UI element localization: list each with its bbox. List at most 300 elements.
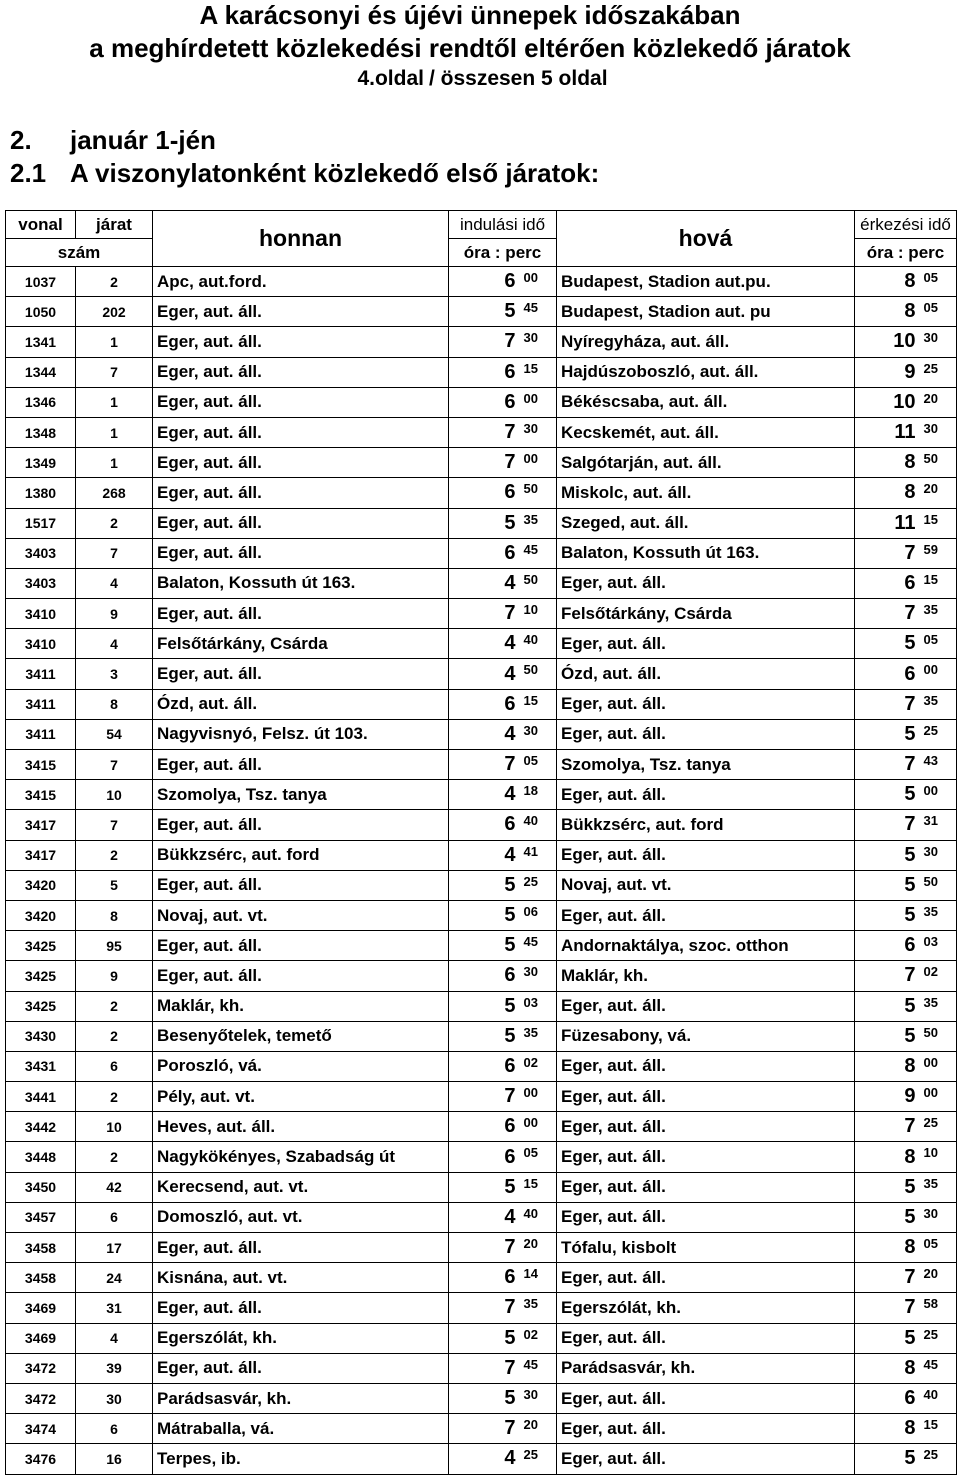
departure-minute: 02 [520,1323,557,1353]
arrival-stop: Salgótarján, aut. áll. [557,448,855,478]
departure-stop: Kisnána, aut. vt. [153,1263,449,1293]
table-row [6,1414,957,1444]
arrival-stop: Eger, aut. áll. [557,1051,855,1081]
table-row [6,870,957,900]
arrival-stop: Eger, aut. áll. [557,1323,855,1353]
arrival-stop: Maklár, kh. [557,961,855,991]
arrival-stop: Felsőtárkány, Csárda [557,599,855,629]
table-row [6,1383,957,1413]
trip-number: 9 [76,961,153,991]
departure-hour: 5 [449,508,520,538]
departure-stop: Balaton, Kossuth út 163. [153,568,449,598]
arrival-stop: Eger, aut. áll. [557,1414,855,1444]
departure-stop: Egerszólát, kh. [153,1323,449,1353]
arrival-stop: Eger, aut. áll. [557,840,855,870]
arrival-hour: 6 [855,659,920,689]
trip-number: 24 [76,1263,153,1293]
trip-number: 54 [76,719,153,749]
header-szam: szám [6,239,153,267]
line-number: 1341 [6,327,76,357]
table-row [6,931,957,961]
table-row [6,1323,957,1353]
arrival-minute: 45 [920,1353,957,1383]
departure-hour: 5 [449,931,520,961]
departure-stop: Apc, aut.ford. [153,267,449,297]
header-ora-perc-indulas: óra : perc [449,239,557,267]
departure-stop: Eger, aut. áll. [153,599,449,629]
line-number: 3458 [6,1233,76,1263]
departure-minute: 35 [520,1293,557,1323]
table-row [6,357,957,387]
departure-stop: Eger, aut. áll. [153,387,449,417]
departure-minute: 35 [520,1021,557,1051]
table-row [6,1233,957,1263]
arrival-stop: Miskolc, aut. áll. [557,478,855,508]
arrival-hour: 5 [855,900,920,930]
arrival-hour: 7 [855,1263,920,1293]
subsection-number: 2.1 [10,158,47,188]
arrival-hour: 8 [855,1051,920,1081]
departure-stop: Szomolya, Tsz. tanya [153,780,449,810]
departure-minute: 50 [520,659,557,689]
arrival-minute: 50 [920,1021,957,1051]
trip-number: 2 [76,991,153,1021]
departure-hour: 6 [449,478,520,508]
line-number: 3403 [6,568,76,598]
departure-hour: 7 [449,1353,520,1383]
trip-number: 17 [76,1233,153,1263]
departure-minute: 20 [520,1233,557,1263]
table-row [6,599,957,629]
arrival-hour: 5 [855,629,920,659]
line-number: 3476 [6,1444,76,1474]
arrival-hour: 6 [855,568,920,598]
departure-hour: 5 [449,1172,520,1202]
line-number: 3430 [6,1021,76,1051]
line-number: 3469 [6,1293,76,1323]
departure-minute: 05 [520,750,557,780]
trip-number: 4 [76,1323,153,1353]
arrival-minute: 10 [920,1142,957,1172]
arrival-hour: 5 [855,1323,920,1353]
arrival-stop: Eger, aut. áll. [557,629,855,659]
trip-number: 16 [76,1444,153,1474]
departure-stop: Nagykökényes, Szabadság út [153,1142,449,1172]
line-number: 3458 [6,1263,76,1293]
departure-minute: 41 [520,840,557,870]
departure-minute: 20 [520,1414,557,1444]
arrival-minute: 05 [920,267,957,297]
arrival-hour: 5 [855,719,920,749]
departure-hour: 5 [449,1021,520,1051]
departure-minute: 02 [520,1051,557,1081]
arrival-minute: 25 [920,719,957,749]
arrival-stop: Eger, aut. áll. [557,991,855,1021]
arrival-stop: Eger, aut. áll. [557,1112,855,1142]
arrival-stop: Andornaktálya, szoc. otthon [557,931,855,961]
line-number: 1517 [6,508,76,538]
departure-hour: 7 [449,417,520,447]
arrival-minute: 30 [920,840,957,870]
departure-hour: 5 [449,870,520,900]
trip-number: 4 [76,568,153,598]
table-row [6,750,957,780]
departure-minute: 18 [520,780,557,810]
arrival-stop: Eger, aut. áll. [557,1172,855,1202]
departure-hour: 5 [449,900,520,930]
table-row [6,1353,957,1383]
departure-minute: 10 [520,599,557,629]
line-number: 3448 [6,1142,76,1172]
arrival-hour: 7 [855,961,920,991]
line-number: 3420 [6,900,76,930]
departure-hour: 6 [449,357,520,387]
departure-hour: 6 [449,538,520,568]
arrival-hour: 5 [855,840,920,870]
arrival-minute: 35 [920,900,957,930]
table-row [6,327,957,357]
arrival-hour: 9 [855,357,920,387]
table-row [6,478,957,508]
arrival-hour: 5 [855,1021,920,1051]
arrival-hour: 7 [855,750,920,780]
arrival-minute: 25 [920,1444,957,1474]
header-ora-perc-erkezes: óra : perc [855,239,957,267]
departure-hour: 6 [449,810,520,840]
section-heading [10,125,216,155]
trip-number: 2 [76,1021,153,1051]
line-number: 3411 [6,719,76,749]
departure-stop: Domoszló, aut. vt. [153,1202,449,1232]
arrival-stop: Eger, aut. áll. [557,1383,855,1413]
header-jarat: járat [76,211,153,239]
trip-number: 2 [76,508,153,538]
line-number: 1348 [6,417,76,447]
section-number: 2. [10,125,32,155]
arrival-stop: Eger, aut. áll. [557,568,855,598]
departure-hour: 5 [449,297,520,327]
arrival-minute: 20 [920,1263,957,1293]
header-vonal: vonal [6,211,76,239]
table-row [6,1082,957,1112]
line-number: 3420 [6,870,76,900]
line-number: 1037 [6,267,76,297]
line-number: 1349 [6,448,76,478]
arrival-minute: 03 [920,931,957,961]
arrival-stop: Parádsasvár, kh. [557,1353,855,1383]
departure-hour: 7 [449,1233,520,1263]
arrival-minute: 35 [920,991,957,1021]
arrival-stop: Hajdúszoboszló, aut. áll. [557,357,855,387]
arrival-stop: Budapest, Stadion aut.pu. [557,267,855,297]
line-number: 3410 [6,599,76,629]
trip-number: 6 [76,1414,153,1444]
arrival-minute: 30 [920,1202,957,1232]
departure-minute: 00 [520,1112,557,1142]
departure-hour: 4 [449,719,520,749]
arrival-stop: Füzesabony, vá. [557,1021,855,1051]
departure-hour: 4 [449,1444,520,1474]
arrival-stop: Eger, aut. áll. [557,1082,855,1112]
departure-stop: Terpes, ib. [153,1444,449,1474]
arrival-minute: 59 [920,538,957,568]
departure-hour: 5 [449,1323,520,1353]
line-number: 3417 [6,810,76,840]
arrival-hour: 7 [855,538,920,568]
table-row [6,810,957,840]
arrival-minute: 05 [920,297,957,327]
line-number: 3472 [6,1383,76,1413]
departure-minute: 00 [520,267,557,297]
departure-hour: 6 [449,1112,520,1142]
arrival-minute: 25 [920,1323,957,1353]
table-row [6,961,957,991]
arrival-hour: 8 [855,1233,920,1263]
departure-stop: Ózd, aut. áll. [153,689,449,719]
line-number: 3442 [6,1112,76,1142]
departure-hour: 6 [449,961,520,991]
table-row [6,448,957,478]
arrival-minute: 58 [920,1293,957,1323]
departure-stop: Bükkzsérc, aut. ford [153,840,449,870]
arrival-hour: 8 [855,297,920,327]
line-number: 3417 [6,840,76,870]
arrival-hour: 8 [855,1414,920,1444]
arrival-hour: 8 [855,267,920,297]
departure-stop: Besenyőtelek, temető [153,1021,449,1051]
departure-hour: 7 [449,1414,520,1444]
line-number: 3425 [6,991,76,1021]
arrival-hour: 7 [855,1293,920,1323]
arrival-minute: 35 [920,1172,957,1202]
departure-hour: 4 [449,1202,520,1232]
departure-stop: Mátraballa, vá. [153,1414,449,1444]
departure-stop: Eger, aut. áll. [153,478,449,508]
arrival-stop: Novaj, aut. vt. [557,870,855,900]
header-indulasi: indulási idő [449,211,557,239]
arrival-stop: Balaton, Kossuth út 163. [557,538,855,568]
trip-number: 8 [76,689,153,719]
trip-number: 2 [76,840,153,870]
table-row [6,1293,957,1323]
table-row [6,417,957,447]
departure-hour: 6 [449,689,520,719]
departure-stop: Eger, aut. áll. [153,931,449,961]
header-honnan: honnan [153,211,449,267]
departure-minute: 45 [520,1353,557,1383]
arrival-stop: Békéscsaba, aut. áll. [557,387,855,417]
trip-number: 7 [76,357,153,387]
table-row [6,568,957,598]
arrival-minute: 43 [920,750,957,780]
departure-stop: Eger, aut. áll. [153,297,449,327]
table-row [6,900,957,930]
trip-number: 7 [76,810,153,840]
table-row [6,1202,957,1232]
arrival-minute: 35 [920,599,957,629]
arrival-minute: 35 [920,689,957,719]
departure-stop: Eger, aut. áll. [153,659,449,689]
header-erkezesi: érkezési idő [855,211,957,239]
departure-hour: 7 [449,599,520,629]
subsection-title: A viszonylatonként közlekedő első járatok: [70,158,600,188]
header-hova: hová [557,211,855,267]
arrival-stop: Egerszólát, kh. [557,1293,855,1323]
table-row [6,1172,957,1202]
arrival-hour: 10 [855,327,920,357]
departure-stop: Eger, aut. áll. [153,1233,449,1263]
arrival-stop: Eger, aut. áll. [557,719,855,749]
departure-stop: Eger, aut. áll. [153,508,449,538]
arrival-hour: 5 [855,870,920,900]
departure-hour: 6 [449,1051,520,1081]
timetable [5,210,957,1475]
arrival-hour: 5 [855,991,920,1021]
departure-stop: Eger, aut. áll. [153,961,449,991]
page-label: 4.oldal [357,67,424,90]
table-row [6,991,957,1021]
departure-hour: 4 [449,659,520,689]
line-number: 3431 [6,1051,76,1081]
departure-minute: 50 [520,478,557,508]
trip-number: 42 [76,1172,153,1202]
trip-number: 10 [76,1112,153,1142]
trip-number: 1 [76,417,153,447]
section-title: január 1-jén [70,125,216,155]
arrival-minute: 20 [920,387,957,417]
trip-number: 8 [76,900,153,930]
table-row [6,719,957,749]
departure-stop: Eger, aut. áll. [153,538,449,568]
line-number: 3410 [6,629,76,659]
departure-minute: 30 [520,719,557,749]
line-number: 3425 [6,961,76,991]
table-row [6,267,957,297]
departure-stop: Eger, aut. áll. [153,870,449,900]
trip-number: 1 [76,387,153,417]
trip-number: 4 [76,629,153,659]
table-row [6,689,957,719]
trip-number: 30 [76,1383,153,1413]
line-number: 3411 [6,689,76,719]
departure-minute: 45 [520,297,557,327]
table-row [6,1051,957,1081]
departure-hour: 7 [449,327,520,357]
arrival-minute: 05 [920,1233,957,1263]
departure-minute: 35 [520,508,557,538]
timetable-body [6,267,957,1475]
departure-hour: 6 [449,387,520,417]
departure-stop: Heves, aut. áll. [153,1112,449,1142]
departure-hour: 7 [449,750,520,780]
line-number: 3415 [6,750,76,780]
arrival-minute: 00 [920,780,957,810]
departure-minute: 05 [520,1142,557,1172]
trip-number: 5 [76,870,153,900]
arrival-stop: Kecskemét, aut. áll. [557,417,855,447]
departure-stop: Pély, aut. vt. [153,1082,449,1112]
trip-number: 3 [76,659,153,689]
table-row [6,1263,957,1293]
departure-stop: Novaj, aut. vt. [153,900,449,930]
table-row [6,659,957,689]
arrival-minute: 05 [920,629,957,659]
departure-minute: 15 [520,1172,557,1202]
table-row [6,1021,957,1051]
departure-minute: 40 [520,810,557,840]
arrival-minute: 20 [920,478,957,508]
arrival-minute: 15 [920,1414,957,1444]
arrival-stop: Eger, aut. áll. [557,689,855,719]
arrival-hour: 5 [855,1172,920,1202]
arrival-minute: 02 [920,961,957,991]
departure-hour: 6 [449,267,520,297]
arrival-hour: 7 [855,689,920,719]
departure-minute: 00 [520,1082,557,1112]
trip-number: 31 [76,1293,153,1323]
arrival-minute: 15 [920,508,957,538]
departure-minute: 40 [520,629,557,659]
trip-number: 1 [76,327,153,357]
arrival-minute: 50 [920,448,957,478]
arrival-minute: 30 [920,327,957,357]
departure-stop: Eger, aut. áll. [153,1293,449,1323]
subsection-heading [10,158,599,188]
table-row [6,629,957,659]
trip-number: 9 [76,599,153,629]
departure-minute: 30 [520,417,557,447]
arrival-stop: Szeged, aut. áll. [557,508,855,538]
arrival-hour: 11 [855,417,920,447]
arrival-hour: 5 [855,1202,920,1232]
trip-number: 7 [76,538,153,568]
departure-hour: 4 [449,780,520,810]
page-indicator [0,66,960,92]
line-number: 1380 [6,478,76,508]
page-total: / összesen 5 oldal [428,67,608,90]
departure-stop: Eger, aut. áll. [153,1353,449,1383]
trip-number: 2 [76,267,153,297]
departure-stop: Maklár, kh. [153,991,449,1021]
line-number: 3457 [6,1202,76,1232]
departure-minute: 06 [520,900,557,930]
arrival-stop: Eger, aut. áll. [557,1444,855,1474]
arrival-minute: 00 [920,1051,957,1081]
arrival-minute: 00 [920,659,957,689]
arrival-stop: Budapest, Stadion aut. pu [557,297,855,327]
departure-hour: 6 [449,1142,520,1172]
trip-number: 7 [76,750,153,780]
arrival-stop: Eger, aut. áll. [557,1202,855,1232]
line-number: 3441 [6,1082,76,1112]
departure-hour: 4 [449,568,520,598]
arrival-stop: Eger, aut. áll. [557,780,855,810]
arrival-stop: Szomolya, Tsz. tanya [557,750,855,780]
arrival-minute: 40 [920,1383,957,1413]
departure-minute: 00 [520,448,557,478]
departure-minute: 30 [520,961,557,991]
departure-stop: Poroszló, vá. [153,1051,449,1081]
trip-number: 95 [76,931,153,961]
departure-stop: Eger, aut. áll. [153,750,449,780]
line-number: 3472 [6,1353,76,1383]
departure-hour: 4 [449,840,520,870]
departure-hour: 5 [449,991,520,1021]
departure-hour: 7 [449,1293,520,1323]
line-number: 3450 [6,1172,76,1202]
arrival-hour: 8 [855,1353,920,1383]
departure-hour: 4 [449,629,520,659]
